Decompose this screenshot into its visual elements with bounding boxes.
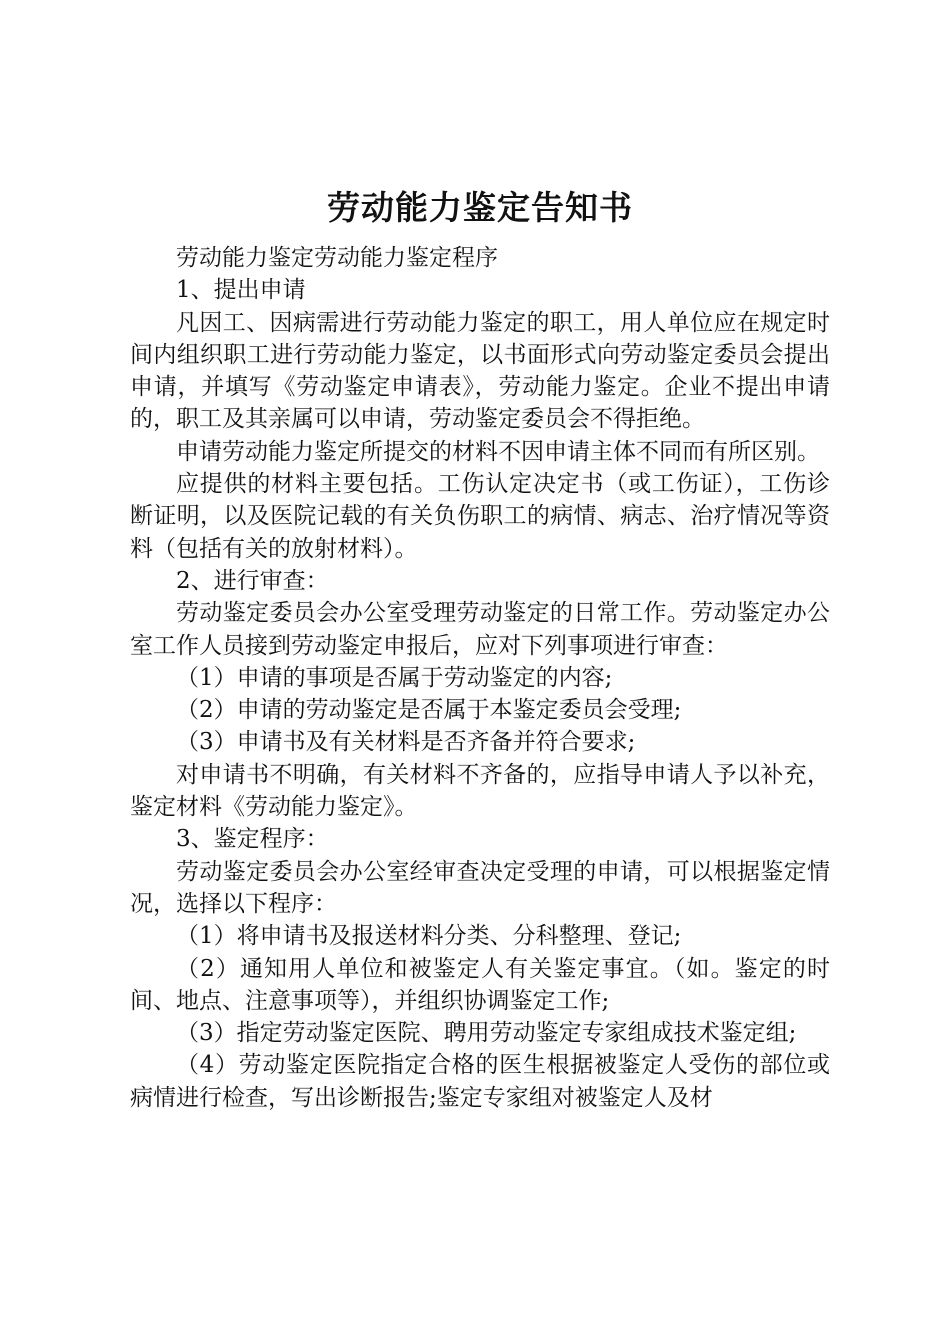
heading-review: 2、进行审查：	[176, 567, 329, 594]
paragraph-procedure-intro: 劳动鉴定委员会办公室经审查决定受理的申请，可以根据鉴定情况，选择以下程序：	[130, 858, 830, 917]
paragraph-materials-list: 应提供的材料主要包括。工伤认定决定书（或工伤证），工伤诊断证明，以及医院记载的有关负伤职工的病情、病志、治疗情况等资料（包括有关的放射材料）。	[130, 471, 830, 562]
heading-appraisal-procedure: 3、鉴定程序：	[176, 826, 329, 853]
review-item-3: （3）申请书及有关材料是否齐备并符合要求;	[176, 729, 636, 756]
paragraph-materials-same: 申请劳动能力鉴定所提交的材料不因申请主体不同而有所区别。	[176, 438, 820, 465]
heading-submit-application: 1、提出申请	[176, 277, 306, 304]
paragraph-application-process: 凡因工、因病需进行劳动能力鉴定的职工，用人单位应在规定时间内组织职工进行劳动能力鉴定，以书面形式向劳动鉴定委员会提出申请，并填写《劳动鉴定申请表》，劳动能力鉴定。企业不提出申请的，职工及其亲属可以申请，劳动鉴定委员会不得拒绝。	[130, 309, 830, 433]
procedure-item-3: （3）指定劳动鉴定医院、聘用劳动鉴定专家组成技术鉴定组;	[176, 1020, 797, 1047]
procedure-item-2: （2）通知用人单位和被鉴定人有关鉴定事宜。（如。鉴定的时间、地点、注意事项等），并组织协调鉴定工作;	[130, 955, 830, 1014]
paragraph-intro: 劳动能力鉴定劳动能力鉴定程序	[176, 245, 498, 271]
procedure-item-1: （1）将申请书及报送材料分类、分科整理、登记;	[176, 923, 682, 950]
procedure-item-4: （4）劳动鉴定医院指定合格的医生根据被鉴定人受伤的部位或病情进行检查，写出诊断报告;鉴定专家组对被鉴定人及材	[130, 1052, 830, 1111]
review-item-2: （2）申请的劳动鉴定是否属于本鉴定委员会受理;	[176, 697, 682, 724]
review-item-1: （1）申请的事项是否属于劳动鉴定的内容;	[176, 664, 613, 691]
paragraph-review-intro: 劳动鉴定委员会办公室受理劳动鉴定的日常工作。劳动鉴定办公室工作人员接到劳动鉴定申报后，应对下列事项进行审查：	[130, 600, 830, 659]
document-page	[130, 178, 830, 1114]
paragraph-supplement: 对申请书不明确，有关材料不齐备的，应指导申请人予以补充，鉴定材料《劳动能力鉴定》。	[130, 761, 830, 821]
document-title: 劳动能力鉴定告知书	[327, 188, 633, 227]
